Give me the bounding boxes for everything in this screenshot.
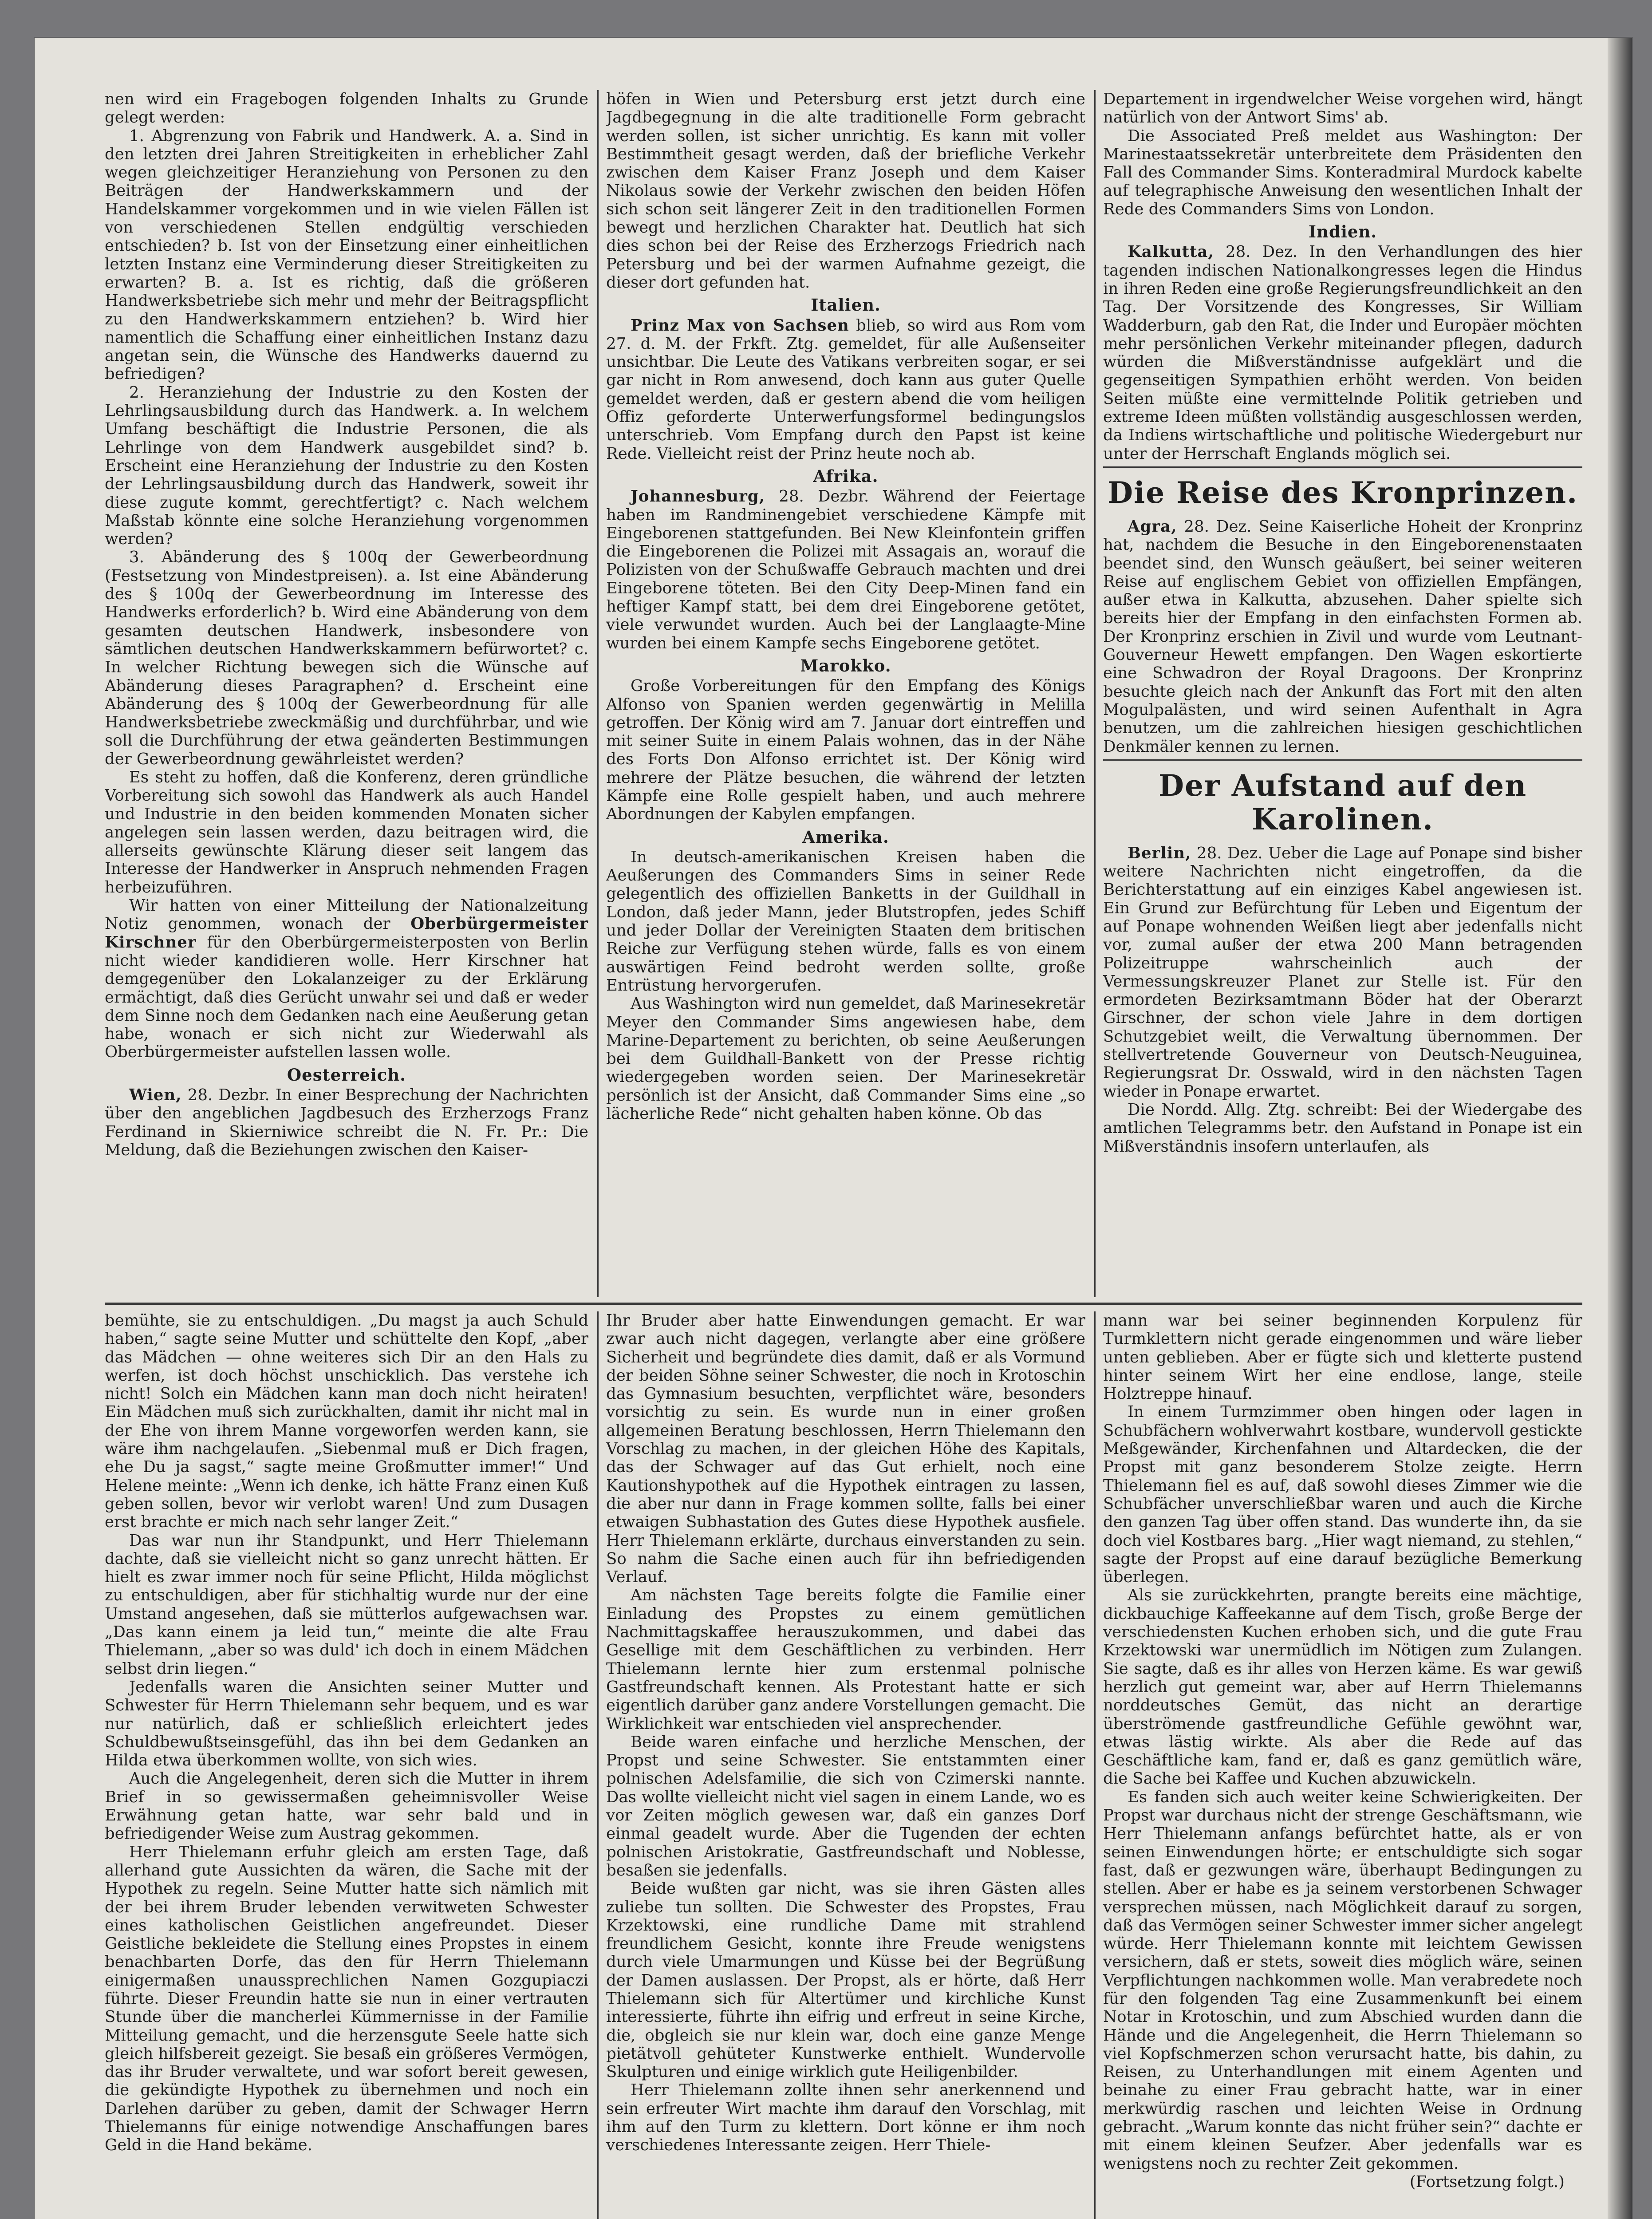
paragraph: Am nächsten Tage bereits folgte die Familie einer Einladung des Propstes zu einem gemütlichen Nachmittagskaffee herauszukommen, und dabei das Gesellige mit dem Geschäftlichen zu verbinden. Herr Thielemann lernte hier zum erstenmal polnische Gastfreundschaft kennen. Als Protestant hatte er sich eigentlich darüber ganz andere Vorstellungen gemacht. Die Wirklichkeit war entschieden viel ansprechender. — [606, 1586, 1085, 1733]
section-heading: Afrika. — [813, 466, 879, 486]
paragraph: Die Nordd. Allg. Ztg. schreibt: Bei der Wiedergabe des amtlichen Telegramms betr. den Aufstand in Ponape ist ein Mißverständnis insofern unterlaufen, als — [1103, 1100, 1582, 1156]
list-item: 1. Abgrenzung von Fabrik und Handwerk. A. a. Sind in den letzten drei Jahren Streitigkeiten in erheblicher Zahl wegen gleichzeitiger Heranziehung von Personen zu den Beiträgen der Handwerkskammern und der Handelskammer vorgekommen und in wie vielen Fällen ist von verschiedenen Stellen endgültig verschieden entschieden? b. Ist von der Einsetzung einer einheitlichen letzten Instanz eine Verminderung dieser Streitigkeiten zu erwarten? B. a. Ist es richtig, daß die größeren Handwerksbetriebe sich mehr und mehr der Beitragspflicht zu den Handwerkskammern entziehen? b. Wird hier namentlich die Schaffung einer einheitlichen Instanz dazu angetan sein, die Wünsche des Handwerks dauernd zu befriedigen? — [105, 126, 588, 383]
paragraph: Berlin, 28. Dez. Ueber die Lage auf Ponape sind bisher weitere Nachrichten nicht eingetroffen, da die Berichterstattung auf ein einziges Kabel angewiesen ist. Ein Grund zur Befürchtung für Leben und Eigentum der auf Ponape wohnenden Weißen liegt aber jedenfalls nicht vor, zumal außer der etwa 200 Mann betragenden Polizeitruppe wahrscheinlich auch der Vermessungskreuzer Planet zur Stelle ist. Für den ermordeten Bezirksamtmann Böder hat der Oberarzt Girschner, der schon viele Jahre in dem dortigen Schutzgebiet weilt, die Verwaltung übernommen. Der stellvertretende Gouverneur von Deutsch-Neuguinea, Regierungsrat Dr. Osswald, wird in den nächsten Tagen wieder in Ponape erwartet. — [1103, 844, 1582, 1101]
paragraph: Wien, 28. Dezbr. In einer Besprechung der Nachrichten über den angeblichen Jagdbesuch des Erzherzogs Franz Ferdinand in Skierniwice schreibt die N. Fr. Pr.: Die Meldung, daß die Beziehungen zwischen den Kaiser- — [105, 1086, 588, 1159]
paragraph: Ihr Bruder aber hatte Einwendungen gemacht. Er war zwar auch nicht dagegen, verlangte aber eine größere Sicherheit und begründete dies damit, daß er als Vormund der beiden Söhne seiner Schwester, die noch in Krotoschin das Gymnasium besuchten, verpflichtet wäre, besonders vorsichtig zu sein. Es wurde nun in einer großen allgemeinen Beratung beschlossen, Herrn Thielemann den Vorschlag zu machen, in der gleichen Höhe des Kapitals, das der Schwager auf das Gut erhielt, noch eine Kautionshypothek auf die Hypothek eintragen zu lassen, die aber nur dann in Frage kommen sollte, falls bei einer etwaigen Subhastation des Gutes diese Hypothek ausfiele. Herr Thielemann erklärte, durchaus einverstanden zu sein. So nahm die Sache einen auch für ihn befriedigenden Verlauf. — [606, 1311, 1085, 1587]
paragraph: Wir hatten von einer Mitteilung der Nationalzeitung Notiz genommen, wonach der Oberbürgermeister Kirschner für den Oberbürgermeisterposten von Berlin nicht wieder kandidieren wolle. Herr Kirschner hat demgegenüber den Lokalanzeiger zu der Erklärung ermächtigt, daß dies Gerücht unwahr sei und daß er weder dem Sinne noch dem Gedanken nach eine Aeußerung getan habe, wonach er sich nicht zur Wiederwahl als Oberbürgermeister aufstellen lassen wolle. — [105, 896, 588, 1062]
paragraph: Johannesburg, 28. Dezbr. Während der Feiertage haben im Randminengebiet verschiedene Kämpfe mit Eingeborenen stattgefunden. Bei New Kleinfontein griffen die Eingeborenen die Polizei mit Assagais an, worauf die Polizisten von der Schußwaffe Gebrauch machten und drei Eingeborene töteten. Bei den City Deep-Minen fand ein heftiger Kampf statt, bei dem drei Eingeborene getötet, viele verwundet wurden. Auch bei der Langlaagte-Mine wurden bei einem Kampfe sechs Eingeborene getötet. — [606, 487, 1085, 652]
column-2 — [606, 90, 1085, 1297]
paragraph: Es fanden sich auch weiter keine Schwierigkeiten. Der Propst war durchaus nicht der strenge Geschäftsmann, wie Herr Thielemann anfangs befürchtet hatte, als er von seinen Einwendungen hörte; er entschuldigte sich sogar fast, daß er gezwungen wäre, überhaupt Bedingungen zu stellen. Aber er habe es ja seinem verstorbenen Schwager versprechen müssen, nach Möglichkeit darauf zu sorgen, daß das Vermögen seiner Schwester immer sicher angelegt würde. Herr Thielemann konnte mit leichtem Gewissen versichern, daß er stets, soweit dies möglich wäre, seinen Verpflichtungen nachkommen wolle. Man verabredete noch für den folgenden Tag eine Zusammenkunft bei einem Notar in Krotoschin, und zum Abschied wurden dann die Hände und die Angelegenheit, die Herrn Thielemann so viel Kopfschmerzen schon verursacht hatte, bis dahin, zu Reisen, zu Unterhandlungen mit einem Agenten und beinahe zu einer Frau gebracht hatte, war in einer merkwürdig raschen und leichten Weise in Ordnung gebracht. „Warum konnte das nicht früher sein?“ dachte er mit einem kleinen Seufzer. Aber jedenfalls war es wenigstens noch zu rechter Zeit gekommen. — [1103, 1788, 1582, 2173]
column-1 — [105, 90, 588, 1297]
column-divider — [1094, 90, 1096, 1297]
paragraph: mann war bei seiner beginnenden Korpulenz für Turmklettern nicht gerade eingenommen und wäre lieber unten geblieben. Aber er fügte sich und kletterte pustend hinter seinem Wirt her eine endlose, lange, steile Holztreppe hinauf. — [1103, 1311, 1582, 1403]
paragraph: Herr Thielemann erfuhr gleich am ersten Tage, daß allerhand gute Aussichten da wären, die Sache mit der Hypothek zu regeln. Seine Mutter hatte sich nämlich mit der bei ihrem Bruder lebenden verwitweten Schwester eines katholischen Geistlichen angefreundet. Dieser Geistliche bekleidete die Stellung eines Propstes in einem benachbarten Dorfe, das den für Herrn Thielemann einigermaßen unaussprechlichen Namen Gozgupiaczi führte. Dieser Freundin hatte sie nun in einer vertrauten Stunde über die mancherlei Kümmernisse in der Familie Mitteilung gemacht, und die herzensgute Seele hatte sich gleich hilfsbereit gezeigt. Sie besaß ein größeres Vermögen, das ihr Bruder verwaltete, und war sofort bereit gewesen, die gekündigte Hypothek zu übernehmen und noch ein Darlehen darüber zu geben, damit der Schwager Herrn Thielemanns für einige notwendige Anschaffungen bares Geld in die Hand bekäme. — [105, 1843, 588, 2155]
column-5 — [606, 1311, 1085, 2219]
section-heading: Italien. — [811, 295, 881, 315]
paragraph: Beide waren einfache und herzliche Menschen, der Propst und seine Schwester. Sie entstammten einer polnischen Adelsfamilie, die sich von Czimerski nannte. Das wollte vielleicht nicht viel sagen in einem Lande, wo es vor Zeiten möglich gewesen war, daß ein ganzes Dorf einmal geadelt wurde. Aber die Tugenden der echten polnischen Aristokratie, Gastfreundschaft und Noblesse, besaßen sie jedenfalls. — [606, 1733, 1085, 1879]
column-divider — [597, 90, 599, 1297]
paragraph: Departement in irgendwelcher Weise vorgehen wird, hängt natürlich von der Antwort Sims' ab. — [1103, 90, 1582, 127]
column-3 — [1103, 90, 1582, 1297]
column-divider — [1094, 1311, 1096, 2219]
section-heading: Indien. — [1308, 222, 1377, 242]
paragraph: Aus Washington wird nun gemeldet, daß Marinesekretär Meyer den Commander Sims angewiesen habe, dem Marine-Departement zu berichten, ob seine Aeußerungen bei dem Guildhall-Bankett von der Presse richtig wiedergegeben worden seien. Der Marinesekretär persönlich ist der Ansicht, daß Commander Sims eine „so lächerliche Rede“ nicht gehalten haben könne. Ob das — [606, 995, 1085, 1123]
paragraph: Jedenfalls waren die Ansichten seiner Mutter und Schwester für Herrn Thielemann sehr bequem, und es war nur natürlich, daß er schließlich erleichtert jedes Schuldbewußtseinsgefühl, das ihn bei dem Gedanken an Hilda etwa überkommen wollte, von sich wies. — [105, 1678, 588, 1770]
paragraph: Kalkutta, 28. Dez. In den Verhandlungen des hier tagenden indischen Nationalkongresses legen die Hindus in ihren Reden eine große Regierungsfreundlichkeit an den Tag. Der Vorsitzende des Kongresses, Sir William Wadderburn, gab den Rat, die Inder und Europäer möchten mehr persönlichen Verkehr miteinander pflegen, dadurch würden die Mißverständnisse aufgeklärt und die gegenseitigen Sympathien erhöht werden. Von beiden Seiten müßte eine vermittelnde Politik getrieben und extreme Ideen müßten vollständig ausgeschlossen werden, da Indiens wirtschaftliche und politische Wiedergeburt nur unter der Herrschaft Englands möglich sei. — [1103, 243, 1582, 463]
article-headline: Die Reise des Kronprinzen. — [1107, 475, 1578, 510]
paragraph: Das war nun ihr Standpunkt, und Herr Thielemann dachte, daß sie vielleicht nicht so ganz unrecht hätten. Er hielt es zwar immer noch für seine Pflicht, Hilda möglichst zu entschuldigen, aber für stichhaltig wurde nur der eine Umstand angesehen, daß sie mütterlos aufgewachsen war. „Das kann einem ja leid tun,“ meinte die alte Frau Thielemann, „aber so was duld' ich doch in einem Mädchen selbst drin liegen.“ — [105, 1531, 588, 1678]
paragraph: Herr Thielemann zollte ihnen sehr anerkennend und sein erfreuter Wirt machte ihm darauf den Vorschlag, mit ihm auf den Turm zu klettern. Dort könne er ihm noch verschiedenes Interessante zeigen. Herr Thiele- — [606, 2081, 1085, 2155]
column-divider — [597, 1311, 599, 2219]
column-6 — [1103, 1311, 1582, 2219]
section-heading: Amerika. — [802, 827, 889, 847]
paragraph: Prinz Max von Sachsen blieb, so wird aus Rom vom 27. d. M. der Frkft. Ztg. gemeldet, für alle Außenseiter unsichtbar. Die Leute des Vatikans verbreiten sogar, er sei gar nicht in Rom anwesend, doch kann aus guter Quelle gemeldet werden, daß er gestern abend die vom heiligen Offiz geforderte Unterwerfungsformel bedingungslos unterschrieb. Vom Empfang durch den Papst ist keine Rede. Vielleicht reist der Prinz heute noch ab. — [606, 316, 1085, 463]
paragraph: Die Associated Preß meldet aus Washington: Der Marinestaatssekretär unterbreitete dem Präsidenten den Fall des Commander Sims. Konteradmiral Murdock kabelte auf telegraphische Anweisung den wesentlichen Inhalt der Rede des Commanders Sims von London. — [1103, 126, 1582, 218]
paragraph: In einem Turmzimmer oben hingen oder lagen in Schubfächern wohlverwahrt kostbare, wundervoll gestickte Meßgewänder, Kirchenfahnen und Altardecken, die der Propst mit ganz besonderem Stolze zeigte. Herrn Thielemann fiel es auf, daß sowohl dieses Zimmer wie die Schubfächer unverschließbar waren und auch die Kirche den ganzen Tag über offen stand. Das wunderte ihn, da sie doch viel Kostbares barg. „Hier wagt niemand, zu stehlen,“ sagte der Propst auf eine darauf bezügliche Bemerkung überlegen. — [1103, 1403, 1582, 1587]
paragraph: Große Vorbereitungen für den Empfang des Königs Alfonso von Spanien werden gegenwärtig in Melilla getroffen. Der König wird am 7. Januar dort eintreffen und mit seiner Suite in einem Palais wohnen, das in der Nähe des Forts Don Alfonso errichtet ist. Der König wird mehrere der Plätze besuchen, die während der letzten Kämpfe eine Rolle gespielt haben, und auch mehrere Abordnungen der Kabylen empfangen. — [606, 677, 1085, 824]
section-divider — [1103, 759, 1582, 761]
section-divider — [1103, 466, 1582, 468]
section-heading: Marokko. — [800, 655, 891, 675]
paragraph: Beide wußten gar nicht, was sie ihren Gästen alles zuliebe tun sollten. Die Schwester des Propstes, Frau Krzektowski, eine rundliche Dame mit strahlend freundlichem Gesicht, konnte ihre Freude wenigstens durch viele Umarmungen und Küsse bei der Begrüßung der Damen auslassen. Der Propst, als er hörte, daß Herr Thielemann sich für Altertümer und kirchliche Kunst interessierte, führte ihn eifrig und erfreut in seine Kirche, die, obgleich sie nur klein war, doch eine ganze Menge pietätvoll gehüteter Kunstwerke enthielt. Wundervolle Skulpturen und einige wirklich gute Heiligenbilder. — [606, 1879, 1085, 2081]
paragraph: Es steht zu hoffen, daß die Konferenz, deren gründliche Vorbereitung sich sowohl das Handwerk als auch Handel und Industrie in den beiden kommenden Monaten sicher angelegen sein lassen werden, dazu beitragen wird, die allerseits gewünschte Klärung dieser seit langem das Interesse der Handwerker in Anspruch nehmenden Fragen herbeizuführen. — [105, 768, 588, 896]
list-item: 2. Heranziehung der Industrie zu den Kosten der Lehrlingsausbildung durch das Handwerk. a. In welchem Umfang beschäftigt die Industrie Personen, die als Lehrlinge von dem Handwerk ausgebildet sind? b. Erscheint eine Heranziehung der Industrie zu den Kosten der Lehrlingsausbildung durch das Handwerk, soweit ihr diese zugute kommt, gerechtfertigt? c. Nach welchem Maßstab könnte eine solche Heranziehung vorgenommen werden? — [105, 383, 588, 549]
paragraph: Agra, 28. Dez. Seine Kaiserliche Hoheit der Kronprinz hat, nachdem die Besuche in den Eingeborenenstaaten beendet sind, den Wunsch geäußert, bei seiner weiteren Reise auf englischem Gebiet von offiziellen Empfängen, außer etwa in Kalkutta, abzusehen. Daher spielte sich bereits hier der Empfang in den einfachsten Formen ab. Der Kronprinz erschien in Zivil und wurde vom Leutnant-Gouverneur Hewett empfangen. Den Wagen eskortierte eine Schwadron der Royal Dragoons. Der Kronprinz besuchte gleich nach der Ankunft das Fort mit den alten Mogulpalästen, und wird seinen Aufenthalt in Agra benutzen, um die zahlreichen hiesigen geschichtlichen Denkmäler kennen zu lernen. — [1103, 517, 1582, 756]
feuilleton-divider — [105, 1303, 1582, 1305]
continuation-note: (Fortsetzung folgt.) — [1409, 2172, 1565, 2191]
paragraph: bemühte, sie zu entschuldigen. „Du magst ja auch Schuld haben,“ sagte seine Mutter und schüttelte den Kopf, „aber das Mädchen — ohne weiteres sich Dir an den Hals zu werfen, ist doch höchst unschicklich. Das verstehe ich nicht! Solch ein Mädchen kann man doch nicht heiraten! Ein Mädchen muß sich zurückhalten, damit ihr nicht mal in der Ehe von ihrem Manne vorgeworfen werden kann, sie wäre ihm nachgelaufen. „Siebenmal muß er Dich fragen, ehe Du ja sagst,“ sagte meine Großmutter immer!“ Und Helene meinte: „Wenn ich denke, ich hätte Franz einen Kuß geben sollen, bevor wir verlobt waren! Und zum Dusagen erst brachte er mich nach sehr langer Zeit.“ — [105, 1311, 588, 1532]
section-heading: Oesterreich. — [287, 1065, 406, 1085]
paragraph: nen wird ein Fragebogen folgenden Inhalts zu Grunde gelegt werden: — [105, 90, 588, 127]
article-headline: Der Aufstand auf den Karolinen. — [1158, 768, 1527, 837]
newspaper-page — [35, 38, 1632, 2219]
paragraph: Auch die Angelegenheit, deren sich die Mutter in ihrem Brief in so gewissermaßen geheimnisvoller Weise Erwähnung getan hatte, war sehr bald und in befriedigender Weise zum Austrag gekommen. — [105, 1769, 588, 1843]
list-item: 3. Abänderung des § 100q der Gewerbeordnung (Festsetzung von Mindestpreisen). a. Ist eine Abänderung des § 100q der Gewerbeordnung im Interesse des Handwerks erforderlich? b. Wird eine Abänderung von dem gesamten deutschen Handwerk, insbesondere von sämtlichen deutschen Handwerkskammern befürwortet? c. In welcher Richtung bewegen sich die Wünsche auf Abänderung dieses Paragraphen? d. Erscheint eine Abänderung des § 100q der Gewerbeordnung für alle Handwerksbetriebe zweckmäßig und durchführbar, und wie soll die Durchführung der etwa geänderten Bestimmungen der Gewerbeordnung gewährleistet werden? — [105, 548, 588, 768]
paragraph: In deutsch-amerikanischen Kreisen haben die Aeußerungen des Commanders Sims in seiner Rede gelegentlich des offiziellen Banketts in der Guildhall in London, daß jeder Mann, jeder Blutstropfen, jedes Schiff und jeder Dollar der Vereinigten Staaten dem britischen Reiche zur Verfügung stehen würde, falls es von einem auswärtigen Feind bedroht werden sollte, große Entrüstung hervorgerufen. — [606, 848, 1085, 995]
paragraph: höfen in Wien und Petersburg erst jetzt durch eine Jagdbegegnung in die alte traditionelle Form gebracht werden sollen, ist sicher unrichtig. Es kann mit voller Bestimmtheit gesagt werden, daß der briefliche Verkehr zwischen dem Kaiser Franz Joseph und dem Kaiser Nikolaus sowie der Verkehr zwischen den beiden Höfen sich schon seit längerer Zeit in den traditionellen Formen bewegt und herzlichen Charakter hat. Deutlich hat sich dies schon bei der Reise des Erzherzogs Friedrich nach Petersburg und bei der warmen Aufnahme gezeigt, die dieser dort gefunden hat. — [606, 90, 1085, 292]
column-4 — [105, 1311, 588, 2219]
paragraph: Als sie zurückkehrten, prangte bereits eine mächtige, dickbauchige Kaffeekanne auf dem Tisch, große Berge der verschiedensten Kuchen erhoben sich, und die gute Frau Krzektowski war unermüdlich im Nötigen zum Zulangen. Sie sagte, daß es ihr alles von Herzen käme. Es war gewiß herzlich gut gemeint war, aber auf Herrn Thielemanns norddeutsches Gemüt, das nicht an derartige überströmende gastfreundliche Gefühle gewöhnt war, etwas lästig wirkte. Als aber die Rede auf das Geschäftliche kam, fand er, daß es ganz gemütlich wäre, die Sache bei Kaffee und Kuchen abzuwickeln. — [1103, 1586, 1582, 1788]
